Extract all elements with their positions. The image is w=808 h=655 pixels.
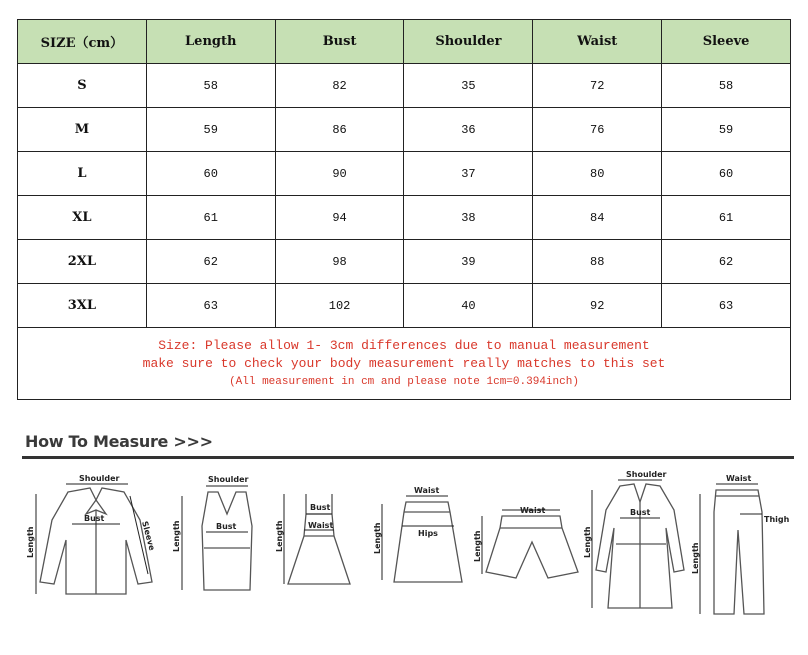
note-row [18, 328, 791, 400]
divider [22, 456, 794, 459]
cell-shoulder: 40 [404, 284, 533, 328]
how-to-measure-title: How To Measure >>> [25, 432, 213, 451]
cell-bust: 86 [275, 108, 404, 152]
sleeve-label: Sleeve [140, 520, 157, 552]
size-label: 3XL [18, 284, 147, 328]
table-row [18, 64, 791, 108]
cell-shoulder: 38 [404, 196, 533, 240]
coat-figure [583, 466, 692, 616]
cell-waist: 84 [533, 196, 662, 240]
cell-length: 59 [146, 108, 275, 152]
table-row [18, 196, 791, 240]
length-label: Length [583, 526, 592, 558]
table-row [18, 108, 791, 152]
note-line-2: make sure to check your body measurement really matches to this set [142, 355, 666, 371]
bust-label: Bust [630, 508, 651, 517]
length-label: Length [691, 542, 700, 574]
size-label: L [18, 152, 147, 196]
cell-sleeve: 60 [662, 152, 791, 196]
cell-sleeve: 61 [662, 196, 791, 240]
length-label: Length [373, 522, 382, 554]
cell-length: 58 [146, 64, 275, 108]
measurement-note [18, 328, 791, 400]
note-line-1: Size: Please allow 1- 3cm differences due to manual measurement [158, 337, 650, 353]
cell-bust: 94 [275, 196, 404, 240]
shirt-figure [28, 470, 163, 600]
thigh-label: Thigh [764, 515, 790, 524]
cell-shoulder: 39 [404, 240, 533, 284]
bust-label: Bust [84, 514, 105, 523]
header-bust: Bust [275, 20, 404, 64]
header-waist: Waist [533, 20, 662, 64]
cell-shoulder: 35 [404, 64, 533, 108]
skirt-figure [374, 484, 474, 594]
length-label: Length [275, 520, 284, 552]
bust-label: Bust [216, 522, 237, 531]
waist-label: Waist [726, 474, 752, 483]
cell-sleeve: 59 [662, 108, 791, 152]
length-label: Length [172, 520, 181, 552]
waist-label: Waist [308, 521, 334, 530]
cell-shoulder: 36 [404, 108, 533, 152]
cell-waist: 80 [533, 152, 662, 196]
cell-length: 60 [146, 152, 275, 196]
cell-waist: 88 [533, 240, 662, 284]
cell-waist: 72 [533, 64, 662, 108]
header-size: SIZE（cm） [18, 20, 147, 64]
shoulder-label: Shoulder [79, 474, 120, 483]
table-header-row [18, 20, 791, 64]
cell-bust: 98 [275, 240, 404, 284]
tank-top-figure [170, 470, 270, 600]
cell-length: 62 [146, 240, 275, 284]
size-chart-table [17, 19, 791, 400]
size-label: 2XL [18, 240, 147, 284]
table-row [18, 284, 791, 328]
cell-sleeve: 58 [662, 64, 791, 108]
length-label: Length [473, 530, 482, 562]
cell-bust: 90 [275, 152, 404, 196]
size-label: S [18, 64, 147, 108]
shoulder-label: Shoulder [626, 470, 667, 479]
trousers-figure [690, 472, 790, 622]
length-label: Length [26, 526, 35, 558]
cell-bust: 102 [275, 284, 404, 328]
cell-bust: 82 [275, 64, 404, 108]
header-length: Length [146, 20, 275, 64]
bust-label: Bust [310, 503, 331, 512]
size-label: XL [18, 196, 147, 240]
cell-length: 63 [146, 284, 275, 328]
table-row [18, 240, 791, 284]
cell-waist: 76 [533, 108, 662, 152]
hips-label: Hips [418, 529, 438, 538]
header-shoulder: Shoulder [404, 20, 533, 64]
waist-label: Waist [414, 486, 440, 495]
waist-label: Waist [520, 506, 546, 515]
cell-sleeve: 62 [662, 240, 791, 284]
how-to-measure-figures [0, 462, 808, 652]
note-line-3: (All measurement in cm and please note 1cm=0.394inch) [229, 375, 579, 388]
cell-shoulder: 37 [404, 152, 533, 196]
shorts-figure [474, 502, 584, 592]
header-sleeve: Sleeve [662, 20, 791, 64]
size-label: M [18, 108, 147, 152]
cell-sleeve: 63 [662, 284, 791, 328]
table-row [18, 152, 791, 196]
cell-waist: 92 [533, 284, 662, 328]
shoulder-label: Shoulder [208, 475, 249, 484]
dress-figure [276, 480, 366, 600]
cell-length: 61 [146, 196, 275, 240]
